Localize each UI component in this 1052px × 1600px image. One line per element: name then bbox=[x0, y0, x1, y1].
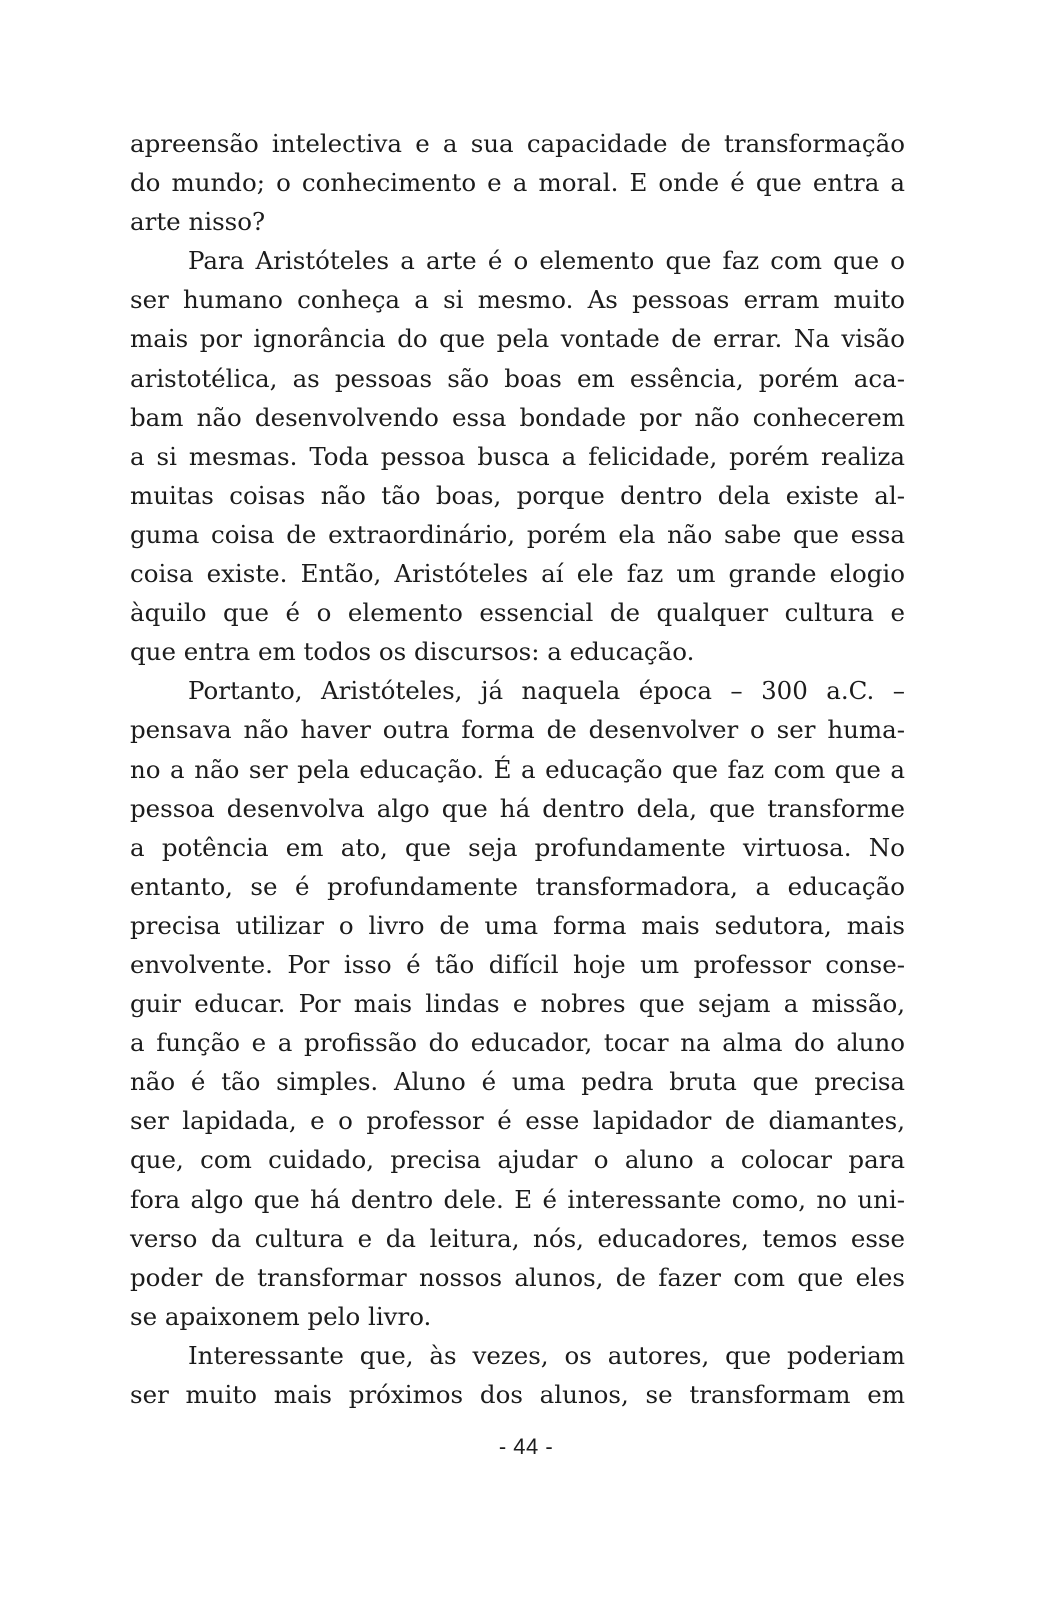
text-line: bam não desenvolvendo essa bondade por não conhecerem bbox=[130, 402, 905, 432]
text-line: que entra em todos os discursos: a educação. bbox=[130, 637, 695, 667]
text-line: a si mesmas. Toda pessoa busca a felicidade, porém realiza bbox=[130, 441, 905, 471]
text-line: no a não ser pela educação. É a educação que faz com que a bbox=[130, 754, 905, 784]
text-line: àquilo que é o elemento essencial de qualquer cultura e bbox=[130, 598, 905, 628]
page-number: - 44 - bbox=[498, 1434, 554, 1459]
text-line: fora algo que há dentro dele. E é interessante como, no uni- bbox=[130, 1184, 905, 1214]
paragraph bbox=[130, 671, 905, 1336]
text-line: Portanto, Aristóteles, já naquela época – 300 a.C. – bbox=[188, 676, 905, 706]
text-line: entanto, se é profundamente transformadora, a educação bbox=[130, 871, 905, 901]
text-line: pessoa desenvolva algo que há dentro dela, que transforme bbox=[130, 793, 905, 823]
text-line: guir educar. Por mais lindas e nobres que sejam a missão, bbox=[130, 989, 905, 1019]
text-line: apreensão intelectiva e a sua capacidade de transformação bbox=[130, 129, 905, 158]
text-line: não é tão simples. Aluno é uma pedra bruta que precisa bbox=[130, 1067, 905, 1097]
text-line: ser humano conheça a si mesmo. As pessoas erram muito bbox=[130, 285, 905, 315]
text-line: poder de transformar nossos alunos, de fazer com que eles bbox=[130, 1262, 905, 1292]
text-line: a função e a profissão do educador, tocar na alma do aluno bbox=[130, 1028, 905, 1058]
text-line: verso da cultura e da leitura, nós, educadores, temos esse bbox=[130, 1223, 905, 1253]
text-line: muitas coisas não tão boas, porque dentro dela existe al- bbox=[130, 480, 905, 510]
text-line: precisa utilizar o livro de uma forma mais sedutora, mais bbox=[130, 910, 905, 940]
body-text bbox=[130, 124, 905, 1414]
paragraph bbox=[130, 124, 905, 241]
text-line: pensava não haver outra forma de desenvolver o ser huma- bbox=[130, 715, 905, 745]
paragraph bbox=[130, 1336, 905, 1414]
text-line: Interessante que, às vezes, os autores, que poderiam bbox=[188, 1340, 905, 1370]
paragraph bbox=[130, 241, 905, 671]
text-line: aristotélica, as pessoas são boas em essência, porém aca- bbox=[130, 363, 905, 393]
text-line: que, com cuidado, precisa ajudar o aluno a colocar para bbox=[130, 1145, 905, 1175]
text-line: ser lapidada, e o professor é esse lapidador de diamantes, bbox=[130, 1106, 905, 1136]
text-line: mais por ignorância do que pela vontade de errar. Na visão bbox=[130, 324, 905, 354]
text-line: envolvente. Por isso é tão difícil hoje um professor conse- bbox=[130, 949, 905, 979]
text-line: coisa existe. Então, Aristóteles aí ele faz um grande elogio bbox=[130, 559, 905, 589]
text-line: Para Aristóteles a arte é o elemento que faz com que o bbox=[188, 246, 905, 276]
text-line: guma coisa de extraordinário, porém ela não sabe que essa bbox=[130, 519, 905, 549]
text-line: do mundo; o conhecimento e a moral. E onde é que entra a bbox=[130, 168, 905, 198]
text-line: ser muito mais próximos dos alunos, se transformam em bbox=[130, 1380, 905, 1409]
text-line: se apaixonem pelo livro. bbox=[130, 1301, 432, 1331]
text-line: a potência em ato, que seja profundamente virtuosa. No bbox=[130, 832, 905, 862]
text-line: arte nisso? bbox=[130, 207, 266, 237]
